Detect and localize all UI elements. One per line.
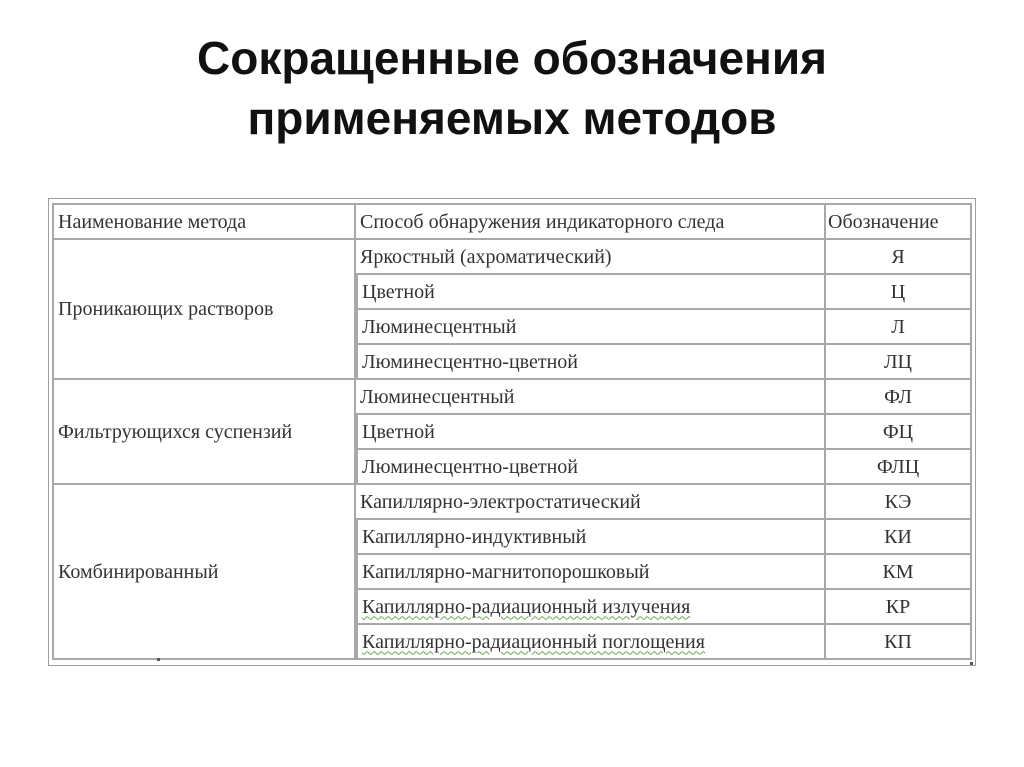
stray-dot: [970, 662, 973, 665]
detection-cell: Люминесцентный: [356, 310, 826, 345]
code-cell: ФЛ: [826, 380, 972, 415]
method-combined: Комбинированный: [52, 485, 356, 660]
detection-cell: [356, 590, 826, 625]
code-cell: Л: [826, 310, 972, 345]
detection-cell: Люминесцентно-цветной: [356, 450, 826, 485]
slide-title: [0, 28, 1024, 148]
code-cell: КМ: [826, 555, 972, 590]
detection-cell: Капиллярно-индуктивный: [356, 520, 826, 555]
code-cell: ФЦ: [826, 415, 972, 450]
method-filtering-suspensions: Фильтрующихся суспензий: [52, 380, 356, 485]
detection-cell: Люминесцентно-цветной: [356, 345, 826, 380]
slide-title-line-1: Сокращенные обозначения: [197, 32, 827, 84]
table-row: [52, 240, 972, 275]
detection-cell: Капиллярно-магнитопорошковый: [356, 555, 826, 590]
detection-cell: [356, 625, 826, 660]
code-cell: Я: [826, 240, 972, 275]
method-penetrating-solutions: Проникающих растворов: [52, 240, 356, 380]
code-cell: КИ: [826, 520, 972, 555]
detection-text: Капиллярно-радиационный поглощения: [362, 630, 705, 653]
stray-dot: [157, 658, 160, 661]
detection-cell: Капиллярно-электростатический: [356, 485, 826, 520]
header-method: Наименование метода: [52, 203, 356, 240]
detection-cell: Цветной: [356, 415, 826, 450]
code-cell: ЛЦ: [826, 345, 972, 380]
table-header-row: [52, 203, 972, 240]
code-cell: Ц: [826, 275, 972, 310]
table-row: [52, 485, 972, 520]
detection-text: Капиллярно-радиационный излучения: [362, 595, 691, 618]
code-cell: КР: [826, 590, 972, 625]
code-cell: КЭ: [826, 485, 972, 520]
code-cell: ФЛЦ: [826, 450, 972, 485]
table-row: [52, 380, 972, 415]
header-detection: Способ обнаружения индикаторного следа: [356, 203, 826, 240]
detection-cell: Яркостный (ахроматический): [356, 240, 826, 275]
methods-table: [52, 203, 972, 660]
header-code: Обозначение: [826, 203, 972, 240]
detection-cell: Цветной: [356, 275, 826, 310]
code-cell: КП: [826, 625, 972, 660]
detection-cell: Люминесцентный: [356, 380, 826, 415]
slide-title-line-2: применяемых методов: [247, 92, 777, 144]
